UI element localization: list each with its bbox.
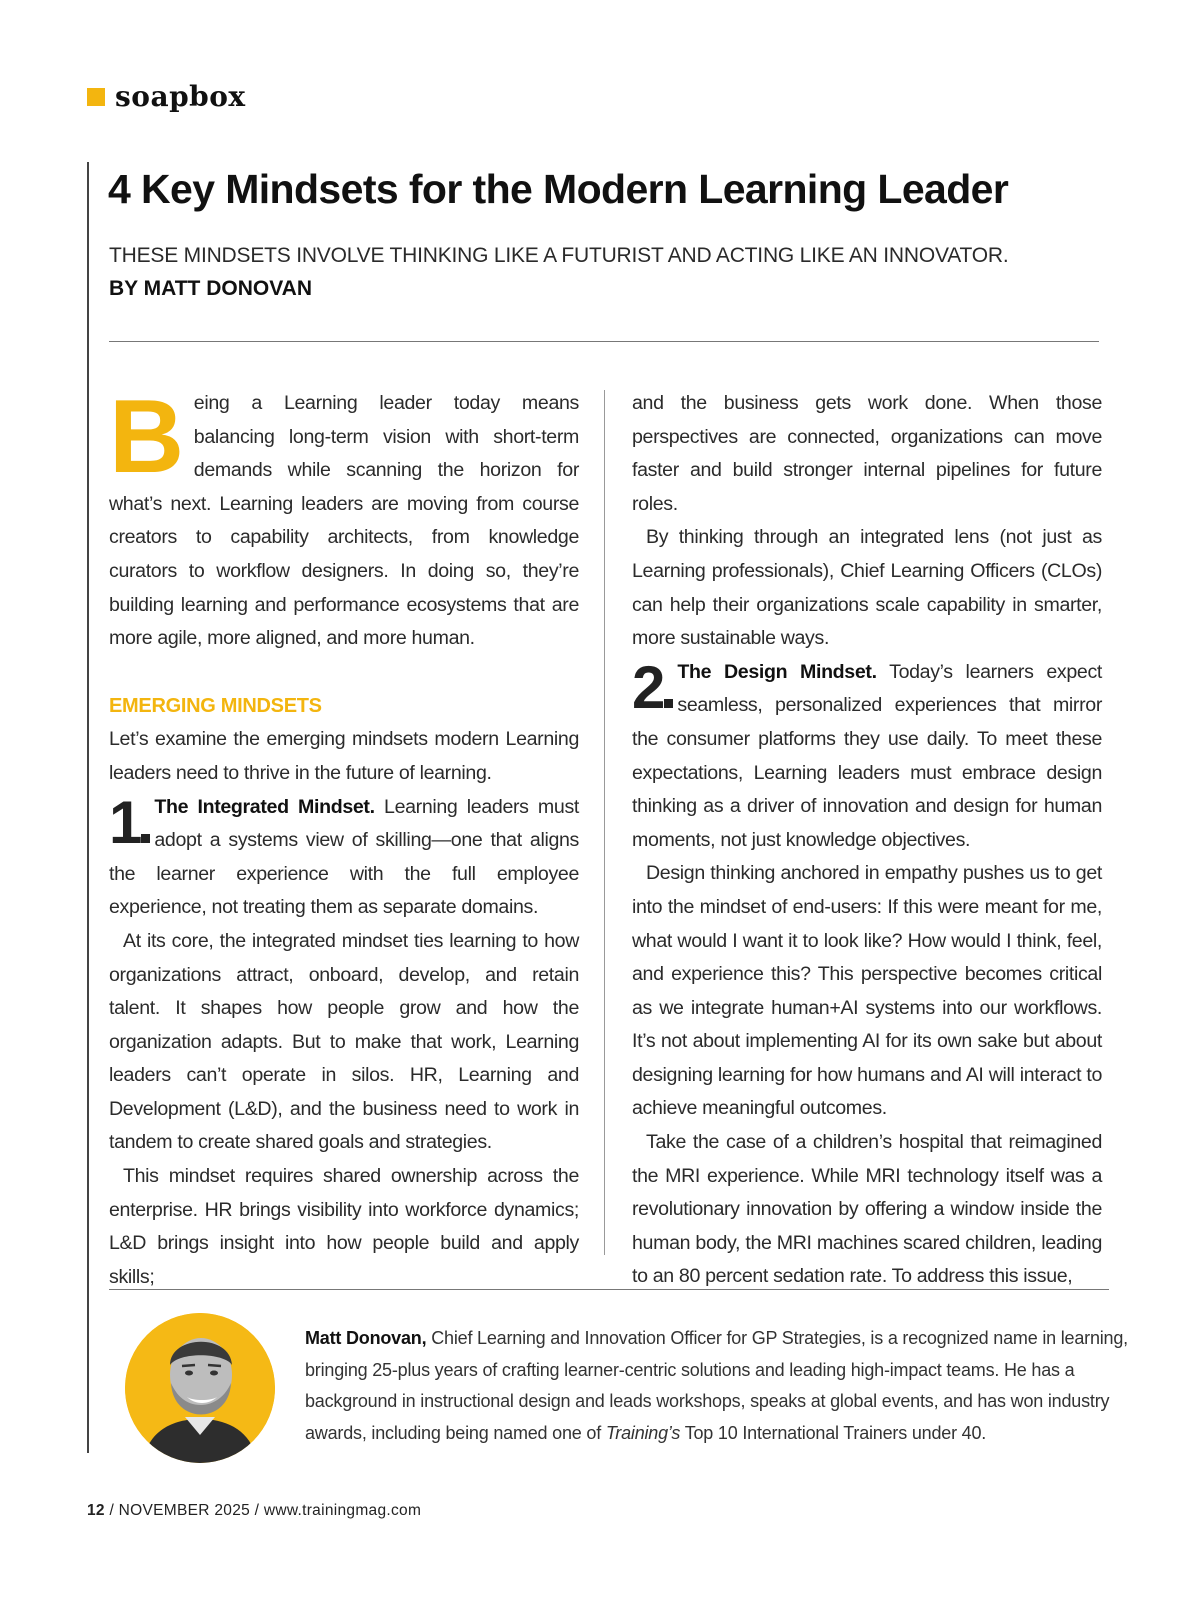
article-headline: 4 Key Mindsets for the Modern Learning Leader xyxy=(108,166,1009,212)
mindset-1-text: Learning leaders must adopt a systems view of skilling—one that aligns the learner experience with the full employee experience, not treating them as separate domains. xyxy=(109,795,579,919)
mindset-1-number: 1 xyxy=(109,795,150,851)
mindset-2-number: 2 xyxy=(632,660,673,716)
page-number: 12 xyxy=(87,1502,105,1519)
bio-author-name: Matt Donovan, xyxy=(305,1328,427,1348)
mindset-2-paragraph xyxy=(632,653,1102,858)
kicker-label: soapbox xyxy=(115,80,246,113)
section-heading: EMERGING MINDSETS xyxy=(109,694,322,717)
body-paragraph: Design thinking anchored in empathy pushes us to get into the mindset of end-users: If this were meant for me, what would I want it to look like? How would I think, feel, and experience this? This perspective becomes critical as we integrate human+AI systems into our workflows. It’s not about implementing AI for its own sake but about designing learning for how humans and AI will interact to achieve meaningful outcomes. xyxy=(632,862,1102,1120)
kicker-square-icon xyxy=(87,88,105,106)
article-byline: BY MATT DONOVAN xyxy=(109,277,312,300)
intro-paragraph xyxy=(109,379,579,656)
mindset-2-title: The Design Mindset. xyxy=(677,660,877,683)
horizontal-divider xyxy=(109,1289,1109,1290)
article-deck: THESE MINDSETS INVOLVE THINKING LIKE A FUTURIST AND ACTING LIKE AN INNOVATOR. xyxy=(109,244,1009,267)
vertical-divider xyxy=(87,162,89,1453)
article-column-2 xyxy=(632,387,1102,1294)
body-paragraph: Take the case of a children’s hospital that reimagined the MRI experience. While MRI technology itself was a revolutionary innovation by offering a window inside the human body, the MRI machines scared children, leading to an 80 percent sedation rate. To address this issue, xyxy=(632,1131,1102,1288)
bio-publication: Training’s xyxy=(605,1422,681,1443)
square-bullet-icon xyxy=(141,834,150,843)
body-paragraph: This mindset requires shared ownership across the enterprise. HR brings visibility into workforce dynamics; L&D brings insight into how people build and apply skills; xyxy=(109,1165,579,1288)
footer-issue-url: / NOVEMBER 2025 / www.trainingmag.com xyxy=(109,1502,422,1519)
author-portrait-icon xyxy=(125,1313,275,1463)
bio-text-end: Top 10 International Trainers under 40. xyxy=(684,1422,987,1443)
drop-cap: B xyxy=(109,379,184,495)
mindset-2-text: Today’s learners expect seamless, personalized experiences that mirror the consumer platforms they use daily. To meet these expectations, Learning leaders must embrace design thinking as a driver of innovation and design for human moments, not just knowledge objectives. xyxy=(632,660,1102,851)
mindset-1-title: The Integrated Mindset. xyxy=(154,795,375,818)
section-kicker xyxy=(87,80,246,113)
author-photo xyxy=(125,1313,275,1463)
page-footer xyxy=(87,1502,421,1520)
body-paragraph: By thinking through an integrated lens (not just as Learning professionals), Chief Learning Officers (CLOs) can help their organizations scale capability in smarter, more sustainable ways. xyxy=(632,526,1102,650)
square-bullet-icon xyxy=(664,699,673,708)
article-column-1 xyxy=(109,379,579,1294)
intro-text: eing a Learning leader today means balancing long-term vision with short-term demands while scanning the horizon for what’s next. Learning leaders are moving from course creators to capability architects, from knowledge curators to workflow designers. In doing so, they’re building learning and performance ecosystems that are more agile, more aligned, and more human. xyxy=(109,392,579,650)
body-paragraph: and the business gets work done. When those perspectives are connected, organizations can move faster and build stronger internal pipelines for future roles. xyxy=(632,392,1102,515)
column-divider xyxy=(604,390,605,1255)
body-paragraph: At its core, the integrated mindset ties learning to how organizations attract, onboard, develop, and retain talent. It shapes how people grow and how the organization adapts. But to make that work, Learning leaders can’t operate in silos. HR, Learning and Development (L&D), and the business need to work in tandem to create shared goals and strategies. xyxy=(109,929,579,1154)
mindset-1-paragraph xyxy=(109,788,579,925)
horizontal-divider xyxy=(109,341,1099,342)
author-bio xyxy=(305,1323,1135,1449)
bio-text: Chief Learning and Innovation Officer for GP Strategies, is a recognized name in learning, bringing 25-plus years of crafting learner-centric solutions and leading high-impact teams. He has a background in instructional design and leads workshops, speaks at global events, and has won industry awards, including being named one of xyxy=(305,1328,1128,1443)
section-intro: Let’s examine the emerging mindsets modern Learning leaders need to thrive in the future of learning. xyxy=(109,728,579,784)
